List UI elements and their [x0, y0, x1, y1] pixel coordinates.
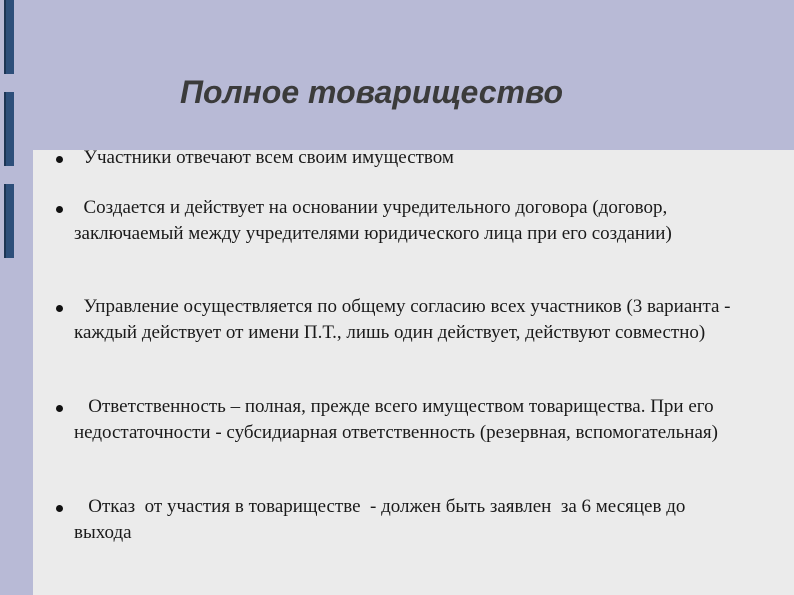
side-bar	[4, 92, 14, 166]
bullet-icon	[56, 305, 63, 312]
bullet-icon	[56, 156, 63, 163]
bullet-text: Участники отвечают всем своим имуществом	[74, 147, 454, 168]
side-bar	[4, 0, 14, 74]
slide-title: Полное товарищество	[180, 74, 564, 110]
side-bar	[4, 184, 14, 258]
bullet-icon	[56, 206, 63, 213]
bullet-text: Создается и действует на основании учредительного договора (договор, заключаемый между учредителями юридического лица при его создании)	[74, 197, 672, 244]
bullet-text: Отказ от участия в товариществе - должен быть заявлен за 6 месяцев до выхода	[74, 496, 691, 543]
bullet-icon	[56, 405, 63, 412]
bullet-text: Управление осуществляется по общему согласию всех участников (3 варианта - каждый действует от имени П.Т., лишь один действует, действуют совместно)	[74, 296, 736, 343]
bullet-icon	[56, 505, 63, 512]
decorative-side-bars	[0, 0, 20, 595]
bullet-text: Ответственность – полная, прежде всего имуществом товарищества. При его недостаточности - субсидиарная ответственность (резервная, вспомогательная)	[74, 396, 719, 443]
